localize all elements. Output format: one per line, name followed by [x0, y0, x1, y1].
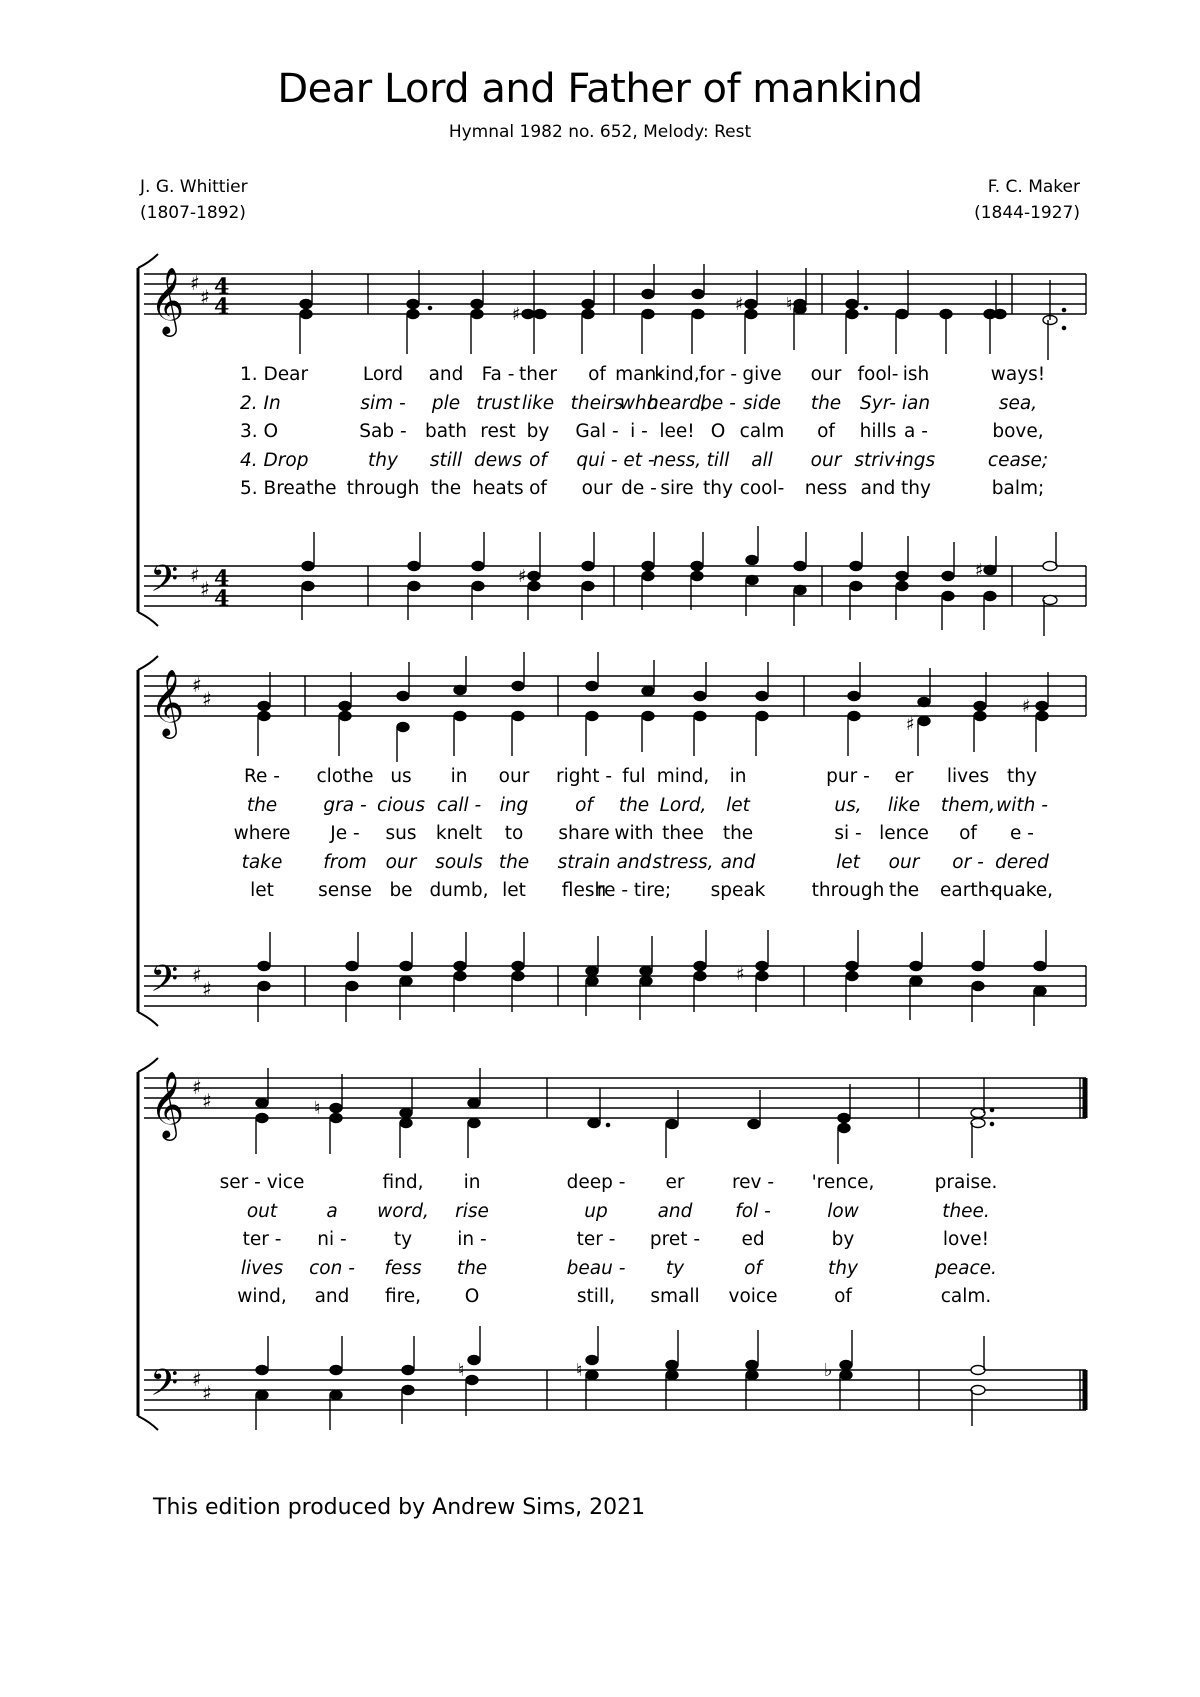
svg-text:♯: ♯: [200, 577, 210, 601]
lyric-syllable: con -: [309, 1257, 355, 1279]
lyric-syllable: up: [584, 1200, 608, 1222]
lyric-syllable: ways!: [990, 364, 1046, 385]
lyric-syllable: call -: [436, 794, 482, 816]
svg-text:𝄢: 𝄢: [150, 1362, 179, 1413]
svg-text:♯: ♯: [975, 560, 984, 581]
lyric-syllable: flesh: [561, 880, 607, 901]
lyric-syllable: like: [521, 392, 555, 414]
svg-text:♮: ♮: [576, 1360, 583, 1381]
lyric-syllable: through: [346, 478, 420, 499]
svg-text:♯: ♯: [202, 1381, 212, 1405]
lyric-line-verse-4: [0, 1258, 1200, 1286]
lyric-syllable: still,: [576, 1286, 616, 1307]
lyric-syllable: us,: [834, 794, 862, 816]
lyric-syllable: ness: [804, 478, 848, 499]
lyric-syllable: qui -: [576, 449, 618, 471]
lyric-syllable: Je -: [330, 823, 360, 844]
lyric-syllable: lives: [946, 766, 990, 787]
svg-text:♯: ♯: [1022, 696, 1031, 717]
lyric-syllable: peace.: [935, 1257, 997, 1279]
lyric-syllable: side: [743, 392, 781, 414]
lyric-syllable: thy: [368, 449, 398, 471]
svg-text:𝄢: 𝄢: [150, 558, 179, 609]
lyric-syllable: ter -: [576, 1229, 616, 1250]
lyric-syllable: striv-: [854, 449, 902, 471]
lyric-syllable: sus: [385, 823, 417, 844]
lyric-syllable: ed: [741, 1229, 765, 1250]
lyric-syllable: still: [429, 449, 463, 471]
lyric-syllable: in: [729, 766, 747, 787]
lyric-syllable: 'rence,: [811, 1172, 875, 1193]
lyric-syllable: and: [428, 364, 464, 385]
lyric-syllable: dered: [995, 851, 1049, 873]
lyric-syllable: ish: [902, 364, 930, 385]
svg-text:♯: ♯: [735, 294, 744, 315]
lyric-syllable: the: [246, 794, 278, 816]
svg-text:♯: ♯: [192, 963, 202, 987]
lyric-syllable: rest: [480, 421, 516, 442]
svg-text:𝄢: 𝄢: [150, 958, 179, 1009]
lyric-syllable: ther: [519, 364, 557, 385]
lyric-syllable: thy: [1007, 766, 1037, 787]
lyric-syllable: them,: [940, 794, 996, 816]
lyric-syllable: of: [817, 421, 835, 442]
lyric-syllable: of: [529, 449, 547, 471]
lyric-syllable: strain: [557, 851, 611, 873]
lyric-line-verse-2: [0, 1201, 1200, 1229]
lyric-syllable: us: [390, 766, 412, 787]
lyric-syllable: and: [720, 851, 756, 873]
lyric-syllable: the: [888, 880, 920, 901]
lyric-syllable: take: [241, 851, 283, 873]
lyric-syllable: let: [726, 794, 750, 816]
lyric-syllable: of: [529, 478, 547, 499]
lyric-syllable: be: [389, 880, 413, 901]
lyric-syllable: in: [463, 1172, 481, 1193]
lyric-syllable: with: [614, 823, 654, 844]
author-name: J. G. Whittier: [140, 177, 248, 197]
lyric-syllable: small: [650, 1286, 700, 1307]
svg-text:♭: ♭: [824, 1360, 833, 1381]
svg-text:♮: ♮: [314, 1098, 321, 1119]
lyric-syllable: quake,: [990, 880, 1054, 901]
lyric-syllable: 1. Dear: [240, 364, 309, 385]
lyric-syllable: fool-: [857, 364, 899, 385]
lyric-syllable: Re -: [244, 766, 280, 787]
lyric-syllable: et -: [623, 449, 655, 471]
lyric-syllable: right -: [555, 766, 613, 787]
lyric-syllable: the: [498, 851, 530, 873]
lyric-syllable: of: [588, 364, 606, 385]
lyric-syllable: ings: [896, 449, 936, 471]
lyric-syllable: 2. In: [240, 392, 281, 414]
lyric-syllable: pret -: [649, 1229, 701, 1250]
lyric-syllable: sea,: [998, 392, 1038, 414]
lyric-syllable: the: [430, 478, 462, 499]
svg-text:♯: ♯: [906, 714, 915, 735]
lyric-syllable: ing: [499, 794, 529, 816]
lyric-syllable: trust: [476, 392, 520, 414]
lyric-syllable: ty: [665, 1257, 685, 1279]
lyric-syllable: and: [860, 478, 896, 499]
lyric-syllable: to: [504, 823, 524, 844]
svg-text:4: 4: [214, 274, 230, 300]
svg-text:4: 4: [214, 566, 230, 592]
lyric-syllable: of: [959, 823, 977, 844]
lyric-syllable: 4. Drop: [240, 449, 309, 471]
lyric-syllable: ni -: [317, 1229, 347, 1250]
lyric-syllable: who: [619, 392, 659, 414]
lyric-syllable: of: [575, 794, 593, 816]
lyric-syllable: through: [811, 880, 885, 901]
lyric-syllable: thy: [901, 478, 931, 499]
svg-text:♮: ♮: [786, 294, 793, 315]
lyric-syllable: the: [456, 1257, 488, 1279]
lyric-syllable: si -: [834, 823, 862, 844]
lyric-syllable: thy: [828, 1257, 858, 1279]
lyric-syllable: e -: [1010, 823, 1034, 844]
lyric-syllable: the: [722, 823, 754, 844]
lyric-syllable: the: [618, 794, 650, 816]
lyric-syllable: cious: [377, 794, 425, 816]
lyric-syllable: in -: [457, 1229, 487, 1250]
lyric-syllable: like: [887, 794, 921, 816]
lyric-syllable: 5. Breathe: [240, 478, 337, 499]
lyric-syllable: let: [250, 880, 274, 901]
lyric-syllable: wind,: [237, 1286, 287, 1307]
lyric-syllable: gra -: [323, 794, 367, 816]
lyric-syllable: ple: [431, 392, 461, 414]
lyric-syllable: of: [834, 1286, 852, 1307]
lyric-syllable: re - tire;: [596, 880, 672, 901]
lyric-syllable: heard,: [647, 392, 707, 414]
svg-text:𝄞: 𝄞: [150, 266, 185, 334]
lyric-syllable: rev -: [731, 1172, 775, 1193]
svg-text:♯: ♯: [190, 271, 200, 295]
lyric-syllable: de -: [621, 478, 657, 499]
lyric-syllable: and: [314, 1286, 350, 1307]
lyric-syllable: i -: [630, 421, 648, 442]
lyric-syllable: hills: [859, 421, 897, 442]
lyric-syllable: clothe: [316, 766, 374, 787]
lyric-syllable: our: [888, 851, 920, 873]
lyric-syllable: Gal -: [575, 421, 619, 442]
svg-text:♯: ♯: [518, 566, 527, 587]
lyric-line-verse-3: [0, 1229, 1200, 1257]
lyric-syllable: earth-: [940, 880, 996, 901]
lyric-syllable: O: [464, 1286, 480, 1307]
composer-dates: (1844-1927): [974, 203, 1080, 223]
lyric-syllable: rise: [455, 1200, 489, 1222]
lyric-syllable: ful: [622, 766, 646, 787]
author-dates: (1807-1892): [140, 203, 246, 223]
lyric-syllable: dumb,: [429, 880, 489, 901]
lyric-syllable: cool-: [739, 478, 785, 499]
lyric-syllable: kind,: [654, 364, 700, 385]
lyric-syllable: bath: [424, 421, 468, 442]
lyric-syllable: stress,: [652, 851, 714, 873]
lyric-syllable: Lord,: [659, 794, 707, 816]
svg-text:♯: ♯: [200, 285, 210, 309]
lyric-syllable: Sab -: [359, 421, 407, 442]
lyric-syllable: thee.: [942, 1200, 990, 1222]
lyric-syllable: er: [665, 1172, 685, 1193]
lyric-syllable: till: [706, 449, 730, 471]
lyric-syllable: knelt: [435, 823, 483, 844]
lyric-syllable: our: [498, 766, 530, 787]
svg-text:♮: ♮: [458, 1360, 465, 1381]
lyric-syllable: our: [810, 364, 842, 385]
lyric-line-verse-5: [0, 1286, 1200, 1314]
svg-text:4: 4: [214, 294, 230, 320]
lyric-syllable: let: [836, 851, 860, 873]
edition-credit: This edition produced by Andrew Sims, 2021: [153, 1495, 646, 1520]
lyric-syllable: dews: [474, 449, 522, 471]
lyric-syllable: share: [558, 823, 610, 844]
lyric-syllable: lee!: [659, 421, 695, 442]
lyric-syllable: bove,: [992, 421, 1044, 442]
lyric-syllable: lence: [879, 823, 929, 844]
lyric-syllable: pur -: [826, 766, 870, 787]
lyric-syllable: speak: [710, 880, 766, 901]
lyric-syllable: Fa -: [481, 364, 515, 385]
svg-text:♯: ♯: [192, 1367, 202, 1391]
lyric-syllable: a -: [904, 421, 928, 442]
lyric-syllable: ty: [393, 1229, 413, 1250]
lyric-syllable: love!: [942, 1229, 990, 1250]
lyric-syllable: from: [323, 851, 367, 873]
svg-text:𝄞: 𝄞: [150, 668, 185, 736]
svg-text:♯: ♯: [192, 1075, 202, 1099]
lyric-syllable: where: [233, 823, 291, 844]
svg-text:♯: ♯: [202, 977, 212, 1001]
lyric-syllable: the: [810, 392, 842, 414]
lyric-syllable: our: [581, 478, 613, 499]
lyric-syllable: praise.: [934, 1172, 998, 1193]
svg-text:♯: ♯: [202, 1089, 212, 1113]
svg-text:♯: ♯: [736, 964, 745, 985]
composer-name: F. C. Maker: [987, 177, 1080, 197]
lyric-syllable: by: [831, 1229, 855, 1250]
lyric-syllable: heats: [472, 478, 524, 499]
lyric-syllable: find,: [382, 1172, 424, 1193]
lyric-syllable: ian: [901, 392, 931, 414]
lyric-syllable: low: [827, 1200, 859, 1222]
lyric-syllable: souls: [435, 851, 483, 873]
lyric-syllable: of: [744, 1257, 762, 1279]
lyric-syllable: sense: [318, 880, 372, 901]
lyric-syllable: and: [657, 1200, 693, 1222]
lyric-syllable: with -: [996, 794, 1048, 816]
lyric-syllable: deep -: [566, 1172, 626, 1193]
svg-text:♯: ♯: [190, 563, 200, 587]
lyric-syllable: all: [751, 449, 773, 471]
lyric-syllable: our: [810, 449, 842, 471]
lyric-syllable: balm;: [991, 478, 1045, 499]
lyric-syllable: 3. O: [240, 421, 279, 442]
lyric-syllable: in: [450, 766, 468, 787]
hymn-subtitle: Hymnal 1982 no. 652, Melody: Rest: [448, 122, 752, 142]
lyric-syllable: or -: [952, 851, 984, 873]
lyric-syllable: fire,: [384, 1286, 422, 1307]
svg-text:♯: ♯: [192, 673, 202, 697]
lyric-syllable: ser - vice: [219, 1172, 305, 1193]
lyric-syllable: Lord: [362, 364, 404, 385]
lyric-syllable: thee: [662, 823, 704, 844]
lyric-syllable: theirs: [570, 392, 624, 414]
lyric-syllable: Syr-: [860, 392, 896, 414]
lyric-syllable: for -: [699, 364, 737, 385]
lyric-line-verse-1: [0, 1172, 1200, 1200]
lyric-syllable: beau -: [566, 1257, 626, 1279]
lyric-syllable: cease;: [987, 449, 1049, 471]
svg-text:♯: ♯: [202, 687, 212, 711]
hymn-title: Dear Lord and Father of mankind: [277, 66, 923, 112]
lyric-syllable: calm.: [940, 1286, 992, 1307]
lyric-syllable: out: [246, 1200, 278, 1222]
lyric-syllable: sire: [660, 478, 694, 499]
svg-text:4: 4: [214, 586, 230, 612]
lyric-syllable: thy: [703, 478, 733, 499]
lyric-syllable: by: [526, 421, 550, 442]
lyric-syllable: fol -: [735, 1200, 771, 1222]
lyric-syllable: lives: [240, 1257, 284, 1279]
lyric-syllable: er: [894, 766, 914, 787]
lyric-syllable: man-: [615, 364, 663, 385]
lyric-syllable: ness,: [652, 449, 702, 471]
lyric-syllable: let: [502, 880, 526, 901]
lyric-syllable: calm: [739, 421, 785, 442]
lyric-syllable: ter -: [242, 1229, 282, 1250]
lyric-syllable: voice: [728, 1286, 778, 1307]
lyric-syllable: be -: [700, 392, 736, 414]
lyric-syllable: word,: [377, 1200, 429, 1222]
svg-text:𝄞: 𝄞: [150, 1070, 185, 1138]
lyric-syllable: sim -: [360, 392, 406, 414]
lyric-syllable: fess: [384, 1257, 422, 1279]
lyric-syllable: our: [385, 851, 417, 873]
lyric-syllable: O: [710, 421, 726, 442]
lyric-syllable: give: [742, 364, 782, 385]
lyric-syllable: mind,: [656, 766, 710, 787]
svg-text:♯: ♯: [512, 304, 521, 325]
lyric-syllable: a: [326, 1200, 338, 1222]
lyric-syllable: and: [616, 851, 652, 873]
